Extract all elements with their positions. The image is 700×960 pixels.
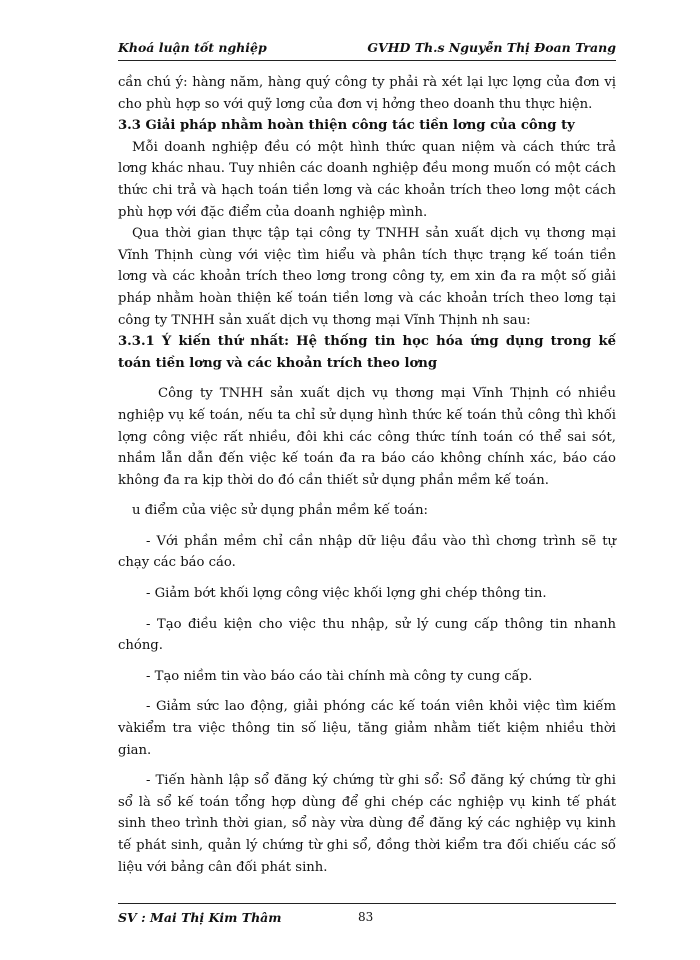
list-item: - Giảm sức lao động, giải phóng các kế toán viên khỏi việc tìm kiếm vàkiểm tra việc thông tin số liệu, tăng giảm nhằm tiết kiệm nhiều thời gian.: [118, 699, 616, 758]
list-item: - Tạo niềm tin vào báo cáo tài chính mà công ty cung cấp.: [146, 668, 533, 684]
list-item: - Tạo điều kiện cho việc thu nhập, sử lý cung cấp thông tin nhanh chóng.: [118, 616, 616, 654]
section-heading-3-3-1: 3.3.1 Ý kiến thứ nhất: Hệ thống tin học hóa ứng dụng trong kế toán tiền lơng và các khoản trích theo lơng: [118, 334, 616, 371]
list-item: - Giảm bớt khối lợng công việc khối lợng ghi chép thông tin.: [146, 586, 547, 602]
header-rule: [118, 60, 616, 61]
header-advisor: GVHD Th.s Nguyễn Thị Đoan Trang: [367, 40, 616, 55]
section-heading-3-3: 3.3 Giải pháp nhằm hoàn thiện công tác tiền lơng của công ty: [118, 118, 575, 134]
paragraph-3: Qua thời gian thực tập tại công ty TNHH sản xuất dịch vụ thơng mại Vĩnh Thịnh cùng với việc tìm hiểu và phân tích thực trạng kế toán tiền lơng và các khoản trích theo lơng trong công ty, em xin đa ra một số giải pháp nhằm hoàn thiện kế toán tiền lơng và các khoản trích theo lơng tại công ty TNHH sản xuất dịch vụ thơng mại Vĩnh Thịnh nh sau:: [118, 226, 616, 328]
page-body: [118, 72, 616, 878]
page-header: [118, 36, 616, 58]
list-item: - Tiến hành lập sổ đăng ký chứng từ ghi sổ: Sổ đăng ký chứng từ ghi sổ là sổ kế toán tổng hợp dùng để ghi chép các nghiệp vụ kinh tế phát sinh theo trình thời gian, sổ này vừa dùng để đăng ký các nghiệp vụ kinh tế phát sinh, quản lý chứng từ ghi sổ, đồng thời kiểm tra đối chiếu các số liệu với bảng cân đối phát sinh.: [118, 773, 616, 875]
paragraph-2: Mỗi doanh nghiệp đều có một hình thức quan niệm và cách thức trả lơng khác nhau. Tuy nhiên các doanh nghiệp đều mong muốn có một cách thức chi trả và hạch toán tiền lơng và các khoản trích theo lơng một cách phù hợp với đặc điểm của doanh nghiệp mình.: [118, 139, 616, 220]
paragraph-5: u điểm của việc sử dụng phần mềm kế toán:: [132, 503, 429, 519]
paragraph-4: Công ty TNHH sản xuất dịch vụ thơng mại Vĩnh Thịnh có nhiều nghiệp vụ kế toán, nếu ta chỉ sử dụng hình thức kế toán thủ công thì khối lợng công việc rất nhiều, đôi khi các công thức tính toán có thể sai sót, nhầm lẫn dẫn đến việc kế toán đa ra báo cáo không chính xác, báo cáo không đa ra kịp thời do đó cần thiết sử dụng phần mềm kế toán.: [118, 386, 616, 488]
page-number: 83: [358, 910, 374, 924]
footer-student-name: SV : Mai Thị Kim Thâm: [118, 910, 282, 925]
footer-rule: [118, 903, 616, 904]
paragraph-1: cần chú ý: hàng năm, hàng quý công ty phải rà xét lại lực lợng của đơn vị cho phù hợp so với quỹ lơng của đơn vị hởng theo doanh thu thực hiện.: [118, 75, 616, 112]
header-thesis-title: Khoá luận tốt nghiệp: [118, 40, 267, 55]
page-footer: [118, 910, 616, 930]
list-item: - Với phần mềm chỉ cần nhập dữ liệu đầu vào thì chơng trình sẽ tự chạy các báo cáo.: [118, 533, 616, 571]
